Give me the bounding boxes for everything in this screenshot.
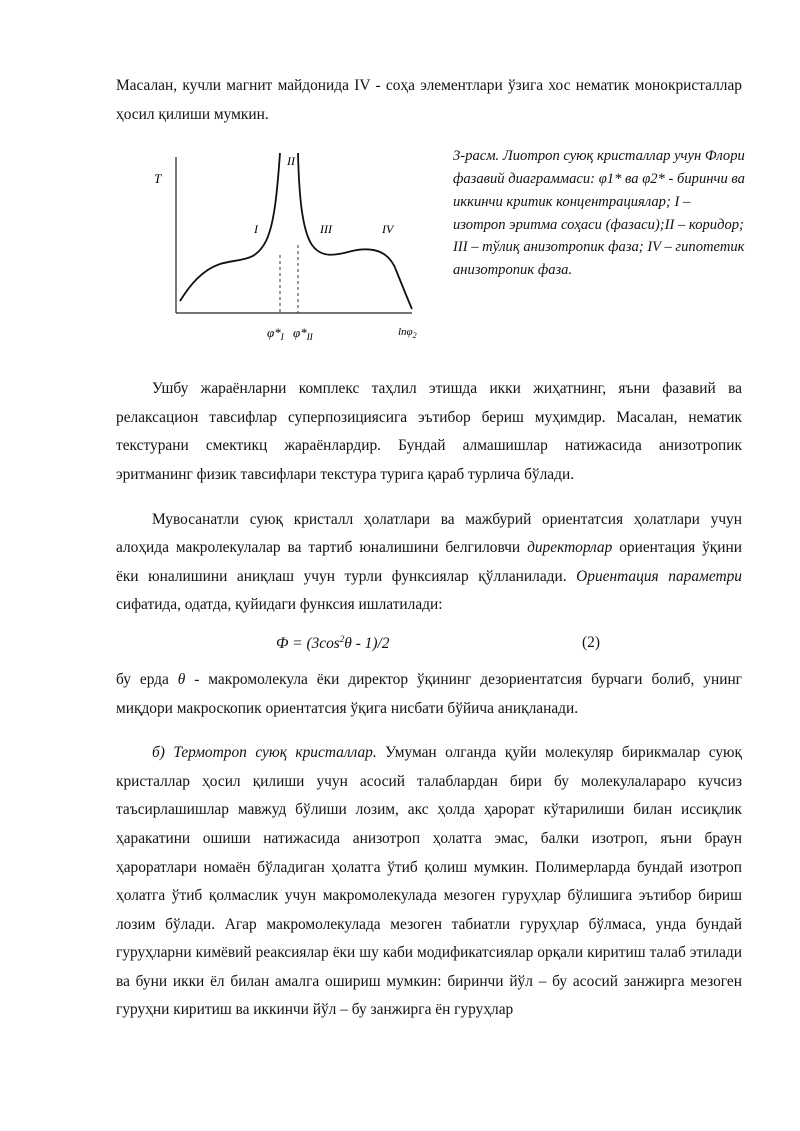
x-axis-label: lnφ$_2$ [398,326,417,341]
orientation-parameter-term: Ориентация параметри [576,567,742,585]
directors-term: директорлар [527,539,613,557]
paragraph-analysis: Ушбу жараёнларни комплекс таҳлил этишда икки жиҳатнинг, яъни фазавий ва релаксацион тавсифлар суперпозициясига эътибор бериш муҳимдир. Масалан, нематик текстурани смектикц жараёнлардир. Бундай алмашишлар натижасида анизотропик эритманинг физик тавсифлари текстура турига қараб турлича бўлади. [116,380,742,483]
region-IV-label: IV [382,222,394,237]
region-III-label: III [320,222,332,237]
thermotropic-heading: б) Термотроп суюқ кристаллар. [152,744,377,762]
paragraph-orientation-text-3: сифатида, одатда, қуйидаги функсия ишлатилади: [116,596,443,614]
equation-number: (2) [582,633,600,651]
paragraph-orientation-text-1: Мувосанатли суюқ кристалл ҳолатлари ва мажбурий ориентатсия ҳолатлари учун алоҳида макролекулалар ва тартиб юналишини белгиловчи [116,510,742,557]
intro-paragraph: Масалан, кучли магнит майдонида IV - соҳа элементлари ўзига хос нематик монокристаллар ҳосил қилиши мумкин. [116,77,742,123]
orientation-formula: $Ф = (3\cos^2\theta - 1)/2$ [276,633,390,653]
figure-caption: 3-расм. Лиотроп суюқ кристаллар учун Флори фазавий диаграммаси: φ1* ва φ2* - биринчи ва иккинчи критик концентрациялар; I – изотроп эритма соҳаси (фазаси);II – коридор; III – тўлиқ анизотропик фаза; IV – гипотетик анизотропик фаза. [453,148,745,279]
figure-block [116,145,745,359]
formula-row [116,622,742,666]
paragraph-theta: бу ерда θ - макромолекула ёки директор ўқининг дезориентатсия бурчаги болиб, унинг миқдори макроскопик ориентатсия ўқига нисбати бўйича аниқланади. [116,670,742,717]
y-axis-label: T [154,171,162,187]
paragraph-thermotropic [116,739,742,1025]
theta-symbol: θ [177,670,186,688]
document-page [116,72,745,1025]
phi2-label: $\varphi*_{II}$ [293,325,313,343]
paragraph-orientation-text-2: ориентация ўқини ёки юналишини аниқлаш учун турли функсиялар қўлланилади. [116,539,742,585]
phase-diagram [150,145,422,359]
phi1-label: $\varphi*_I$ [267,325,284,343]
curve-left-branch [180,153,280,301]
region-I-label: I [254,222,258,237]
thermotropic-text: Умуман олганда қуйи молекуляр бирикмалар суюқ кристаллар ҳосил қилиши учун асосий талаблардан бири бу молекулалараро кучсиз таъсирлашишлар мавжуд бўлиши лозим, акс ҳолда ҳарорат кўтарилиши билан иссиқлик ҳаракатини ошиши натижасида анизотроп ҳолатга эмас, балки изотроп, яъни браун ҳароратлари номаён бўладиган ҳолатга ўтиб қолиш мумкин. Полимерларда бундай изотроп ҳолатга ўтиб қолмаслик учун макромолекулада мезоген гуруҳлар бўлишига эътибор бириш лозим бўлади. Агар макромолекулада мезоген табиатли гуруҳлар бўлмаса, унда бундай гуруҳларни кимёвий реаксиялар ёки шу каби модификатсиялар орқали киритиш талаб этилади ва буни икки ёл билан амалга ошириш мумкин: биринчи йўл – бу асосий занжирга мезоген гуруҳни киритиш ва иккинчи йўл – бу занжирга ён гуруҳлар [116,744,743,1019]
region-II-label: II [287,154,295,169]
curve-right-branch [298,153,412,309]
paragraph-orientation [116,506,742,620]
phase-diagram-svg [150,145,422,359]
